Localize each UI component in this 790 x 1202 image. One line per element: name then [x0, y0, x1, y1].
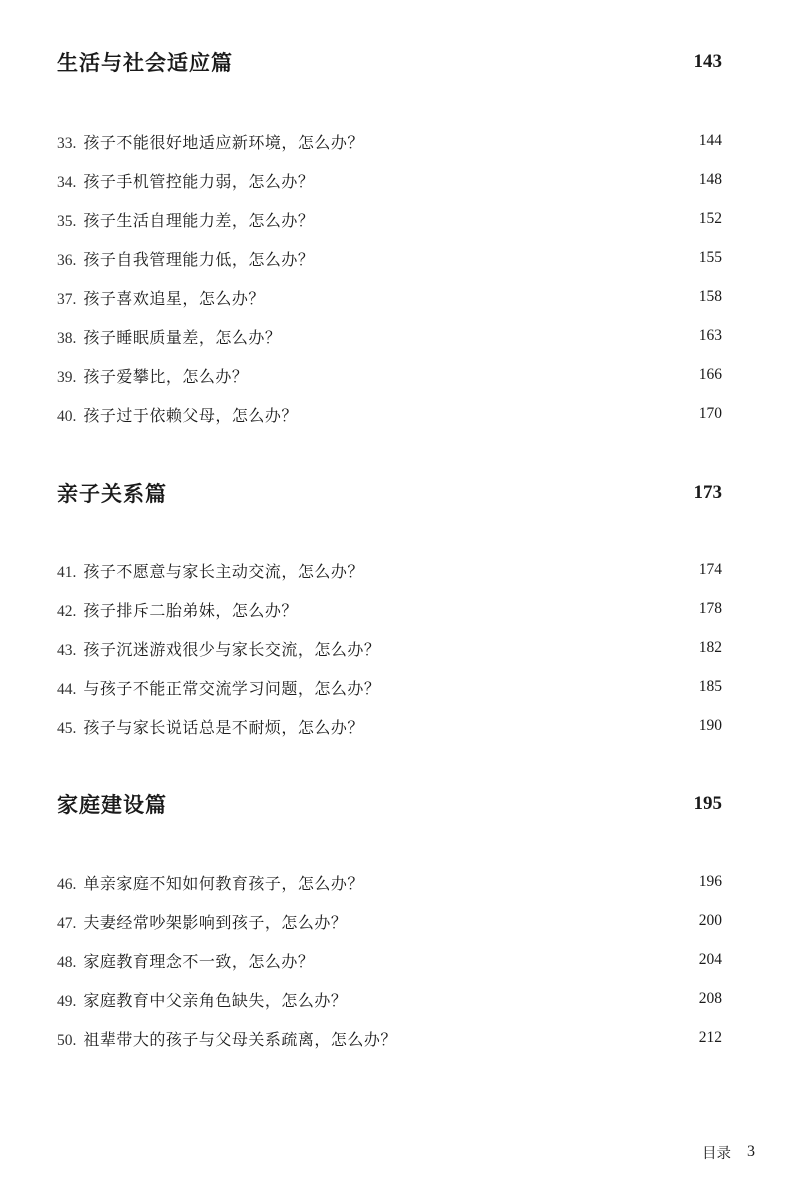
entry-page-number: 158	[698, 288, 722, 305]
entry-page-number: 152	[698, 210, 722, 227]
section-title-text: 生活与社会适应篇	[57, 50, 233, 75]
toc-entry[interactable]	[57, 401, 722, 427]
entry-number: 39.	[57, 368, 77, 386]
toc-entry[interactable]	[57, 557, 722, 583]
entry-title: 孩子自我管理能力低，怎么办？	[83, 249, 315, 269]
section-page-number: 173	[693, 482, 722, 503]
entry-number: 37.	[57, 290, 77, 308]
toc-entry[interactable]	[57, 1025, 722, 1051]
entry-title: 孩子不能很好地适应新环境，怎么办？	[83, 132, 364, 152]
entry-title: 孩子过于依赖父母，怎么办？	[83, 405, 298, 425]
section-title-text: 家庭建设篇	[57, 792, 167, 817]
section-page-number: 143	[693, 51, 722, 72]
toc-entry[interactable]	[57, 362, 722, 388]
entry-number: 40.	[57, 407, 77, 425]
toc-entry[interactable]	[57, 596, 722, 622]
entry-page-number: 182	[698, 639, 722, 656]
toc-entry[interactable]	[57, 128, 722, 154]
entry-page-number: 208	[698, 990, 722, 1007]
entry-page-number: 190	[698, 717, 722, 734]
entry-number: 48.	[57, 953, 77, 971]
entry-number: 50.	[57, 1031, 77, 1049]
entry-page-number: 163	[698, 327, 722, 344]
toc-entry[interactable]	[57, 323, 722, 349]
entry-number: 49.	[57, 992, 77, 1010]
entry-page-number: 166	[698, 366, 722, 383]
entry-page-number: 204	[698, 951, 722, 968]
entry-title: 孩子不愿意与家长主动交流，怎么办？	[83, 561, 364, 581]
entry-title: 孩子生活自理能力差，怎么办？	[83, 210, 315, 230]
entry-number: 45.	[57, 719, 77, 737]
entry-page-number: 144	[698, 132, 722, 149]
toc-entry[interactable]	[57, 713, 722, 739]
toc-entry[interactable]	[57, 167, 722, 193]
entry-title: 夫妻经常吵架影响到孩子，怎么办？	[83, 912, 348, 932]
footer-label: 目录	[702, 1145, 731, 1162]
section-title[interactable]	[57, 787, 722, 821]
entry-page-number: 174	[698, 561, 722, 578]
entry-number: 43.	[57, 641, 77, 659]
entry-number: 36.	[57, 251, 77, 269]
toc-entry[interactable]	[57, 635, 722, 661]
footer-page-number: 3	[747, 1143, 755, 1160]
entry-page-number: 185	[698, 678, 722, 695]
entry-title: 家庭教育理念不一致，怎么办？	[83, 951, 315, 971]
entry-title: 祖辈带大的孩子与父母关系疏离，怎么办？	[83, 1029, 397, 1049]
section-page-number: 195	[693, 793, 722, 814]
entry-title: 单亲家庭不知如何教育孩子，怎么办？	[83, 873, 364, 893]
section-title[interactable]	[57, 476, 722, 510]
page-footer	[702, 1140, 755, 1164]
toc-entry[interactable]	[57, 206, 722, 232]
section-title-text: 亲子关系篇	[57, 481, 167, 506]
entry-title: 家庭教育中父亲角色缺失，怎么办？	[83, 990, 348, 1010]
entry-page-number: 155	[698, 249, 722, 266]
toc-entry[interactable]	[57, 869, 722, 895]
toc-entry[interactable]	[57, 284, 722, 310]
toc-entry[interactable]	[57, 947, 722, 973]
entry-title: 孩子睡眠质量差，怎么办？	[83, 327, 282, 347]
entry-number: 41.	[57, 563, 77, 581]
entry-title: 孩子排斥二胎弟妹，怎么办？	[83, 600, 298, 620]
entry-page-number: 212	[698, 1029, 722, 1046]
entry-page-number: 148	[698, 171, 722, 188]
entry-number: 33.	[57, 134, 77, 152]
entry-number: 38.	[57, 329, 77, 347]
entry-page-number: 178	[698, 600, 722, 617]
entry-number: 44.	[57, 680, 77, 698]
entry-page-number: 200	[698, 912, 722, 929]
entry-number: 46.	[57, 875, 77, 893]
entry-title: 与孩子不能正常交流学习问题，怎么办？	[83, 678, 381, 698]
toc-entry[interactable]	[57, 908, 722, 934]
entry-number: 35.	[57, 212, 77, 230]
entry-title: 孩子与家长说话总是不耐烦，怎么办？	[83, 717, 364, 737]
toc-entry[interactable]	[57, 245, 722, 271]
entry-title: 孩子爱攀比，怎么办？	[83, 366, 249, 386]
entry-title: 孩子手机管控能力弱，怎么办？	[83, 171, 315, 191]
toc-entry[interactable]	[57, 986, 722, 1012]
entry-number: 42.	[57, 602, 77, 620]
entry-number: 34.	[57, 173, 77, 191]
entry-page-number: 170	[698, 405, 722, 422]
entry-title: 孩子喜欢追星，怎么办？	[83, 288, 265, 308]
entry-number: 47.	[57, 914, 77, 932]
entry-title: 孩子沉迷游戏很少与家长交流，怎么办？	[83, 639, 381, 659]
entry-page-number: 196	[698, 873, 722, 890]
section-title[interactable]	[57, 45, 722, 79]
toc-entry[interactable]	[57, 674, 722, 700]
